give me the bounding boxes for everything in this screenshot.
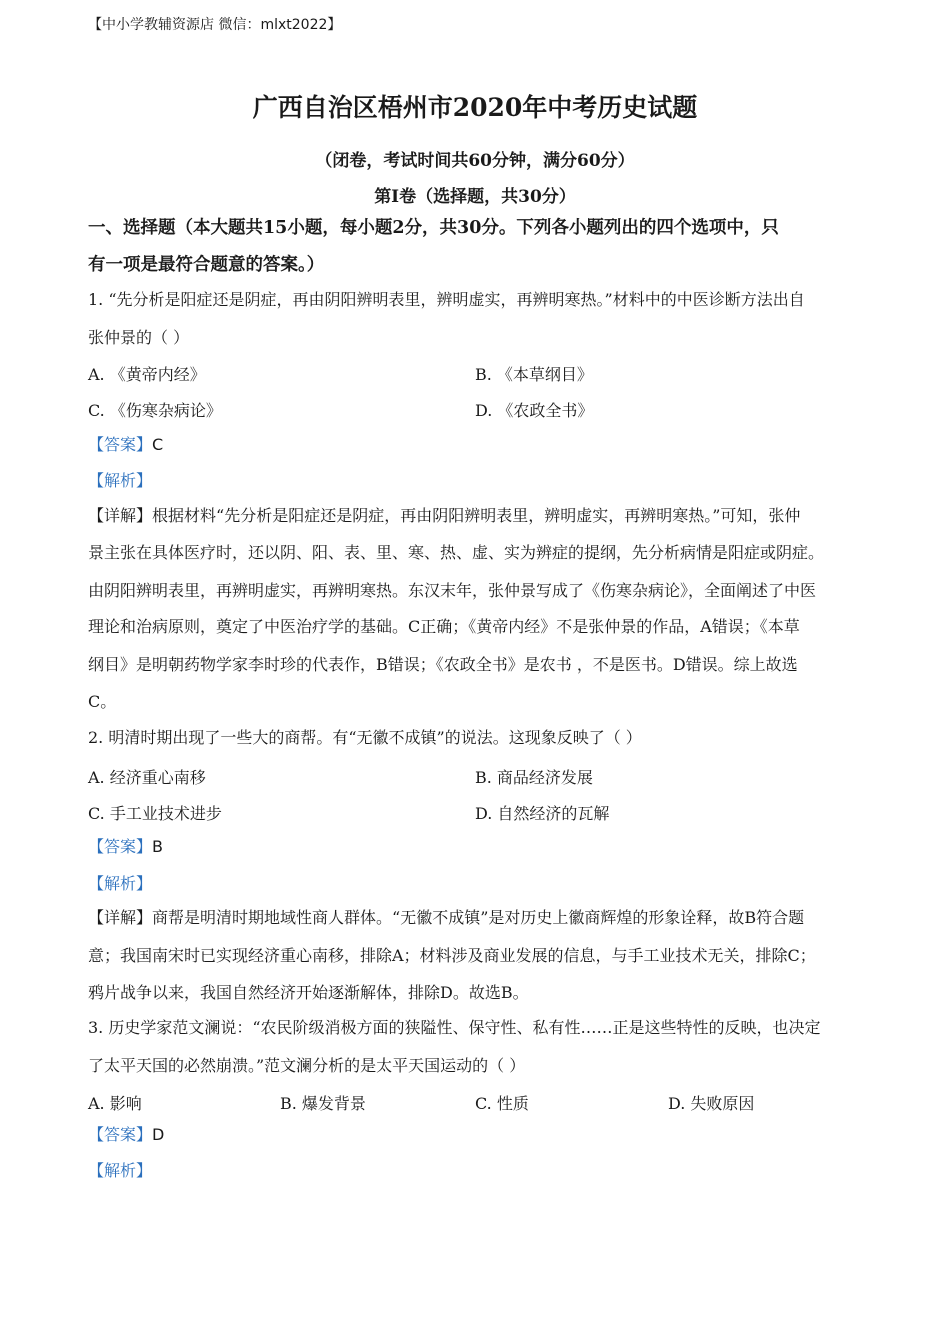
q3-analysis bbox=[88, 1161, 878, 1181]
section-heading-2: 有一项是最符合题意的答案。） bbox=[88, 255, 325, 275]
section-heading-1: 一、选择题（本大题共15小题，每小题2分，共30分。下列各小题列出的四个选项中，只 bbox=[88, 218, 779, 238]
analysis-tag: 【解析】 bbox=[88, 874, 153, 893]
q1-detail-6: C。 bbox=[88, 692, 117, 711]
q1-option-b: B. 《本草纲目》 bbox=[475, 365, 593, 384]
q2-answer bbox=[88, 837, 878, 857]
q1-option-c: C. 《伤寒杂病论》 bbox=[88, 401, 222, 420]
page-header: 【中小学教辅资源店 微信：mlxt2022】 bbox=[88, 17, 342, 33]
detail-tag: 【详解】 bbox=[88, 506, 153, 525]
part-heading: 第Ⅰ卷（选择题，共30分） bbox=[374, 187, 576, 207]
q1-analysis bbox=[88, 471, 878, 491]
detail-tag: 【详解】 bbox=[88, 908, 153, 927]
q1-option-d: D. 《农政全书》 bbox=[475, 401, 594, 420]
q1-detail-1 bbox=[88, 506, 878, 526]
exam-subtitle: （闭卷，考试时间共60分钟，满分60分） bbox=[315, 151, 635, 171]
q3-stem-1: 3. 历史学家范文澜说：“农民阶级消极方面的狭隘性、保守性、私有性……正是这些特性的反映，也决定 bbox=[88, 1018, 821, 1037]
q3-option-d: D. 失败原因 bbox=[668, 1094, 755, 1113]
q2-detail-3: 鸦片战争以来，我国自然经济开始逐渐解体，排除D。故选B。 bbox=[88, 983, 529, 1002]
q1-stem-1: 1. “先分析是阳症还是阴症，再由阴阳辨明表里，辨明虚实，再辨明寒热。”材料中的中医诊断方法出自 bbox=[88, 290, 805, 309]
q3-answer-value: D bbox=[152, 1125, 165, 1144]
q2-detail-2: 意；我国南宋时已实现经济重心南移，排除A；材料涉及商业发展的信息，与手工业技术无关，排除C； bbox=[88, 946, 816, 965]
q3-option-a: A. 影响 bbox=[88, 1094, 142, 1113]
q2-analysis bbox=[88, 874, 878, 894]
q2-option-a: A. 经济重心南移 bbox=[88, 768, 206, 787]
q3-stem-2: 了太平天国的必然崩溃。”范文澜分析的是太平天国运动的（ ） bbox=[88, 1056, 526, 1075]
exam-title: 广西自治区梧州市2020年中考历史试题 bbox=[252, 93, 698, 122]
q3-answer bbox=[88, 1125, 878, 1145]
q1-detail-3: 由阴阳辨明表里，再辨明虚实，再辨明寒热。东汉末年，张仲景写成了《伤寒杂病论》，全面阐述了中医 bbox=[88, 581, 817, 600]
q1-option-a: A. 《黄帝内经》 bbox=[88, 365, 206, 384]
q3-option-b: B. 爆发背景 bbox=[280, 1094, 366, 1113]
answer-tag: 【答案】 bbox=[88, 435, 153, 454]
q1-detail-4: 理论和治病原则，奠定了中医治疗学的基础。C正确；《黄帝内经》不是张仲景的作品，A错误；《本草 bbox=[88, 617, 800, 636]
q2-stem: 2. 明清时期出现了一些大的商帮。有“无徽不成镇”的说法。这现象反映了（ ） bbox=[88, 728, 642, 747]
analysis-tag: 【解析】 bbox=[88, 1161, 153, 1180]
q1-answer bbox=[88, 435, 878, 455]
q2-detail-1 bbox=[88, 908, 878, 928]
analysis-tag: 【解析】 bbox=[88, 471, 153, 490]
q2-option-d: D. 自然经济的瓦解 bbox=[475, 804, 610, 823]
answer-tag: 【答案】 bbox=[88, 837, 153, 856]
q2-option-c: C. 手工业技术进步 bbox=[88, 804, 222, 823]
q3-option-c: C. 性质 bbox=[475, 1094, 529, 1113]
q1-detail-text: 根据材料“先分析是阳症还是阴症，再由阴阳辨明表里，辨明虚实，再辨明寒热。”可知，张仲 bbox=[152, 506, 801, 525]
q1-detail-5: 纲目》是明朝药物学家李时珍的代表作，B错误；《农政全书》是农书 ，不是医书。D错误。综上故选 bbox=[88, 655, 798, 674]
q1-stem-2: 张仲景的（ ） bbox=[88, 328, 190, 347]
q1-answer-value: C bbox=[152, 435, 164, 454]
q1-detail-2: 景主张在具体医疗时，还以阴、阳、表、里、寒、热、虚、实为辨症的提纲，先分析病情是阳症或阴症。 bbox=[88, 543, 825, 562]
q2-detail-text: 商帮是明清时期地域性商人群体。“无徽不成镇”是对历史上徽商辉煌的形象诠释，故B符合题 bbox=[152, 908, 805, 927]
q2-option-b: B. 商品经济发展 bbox=[475, 768, 593, 787]
q2-answer-value: B bbox=[152, 837, 163, 856]
answer-tag: 【答案】 bbox=[88, 1125, 153, 1144]
